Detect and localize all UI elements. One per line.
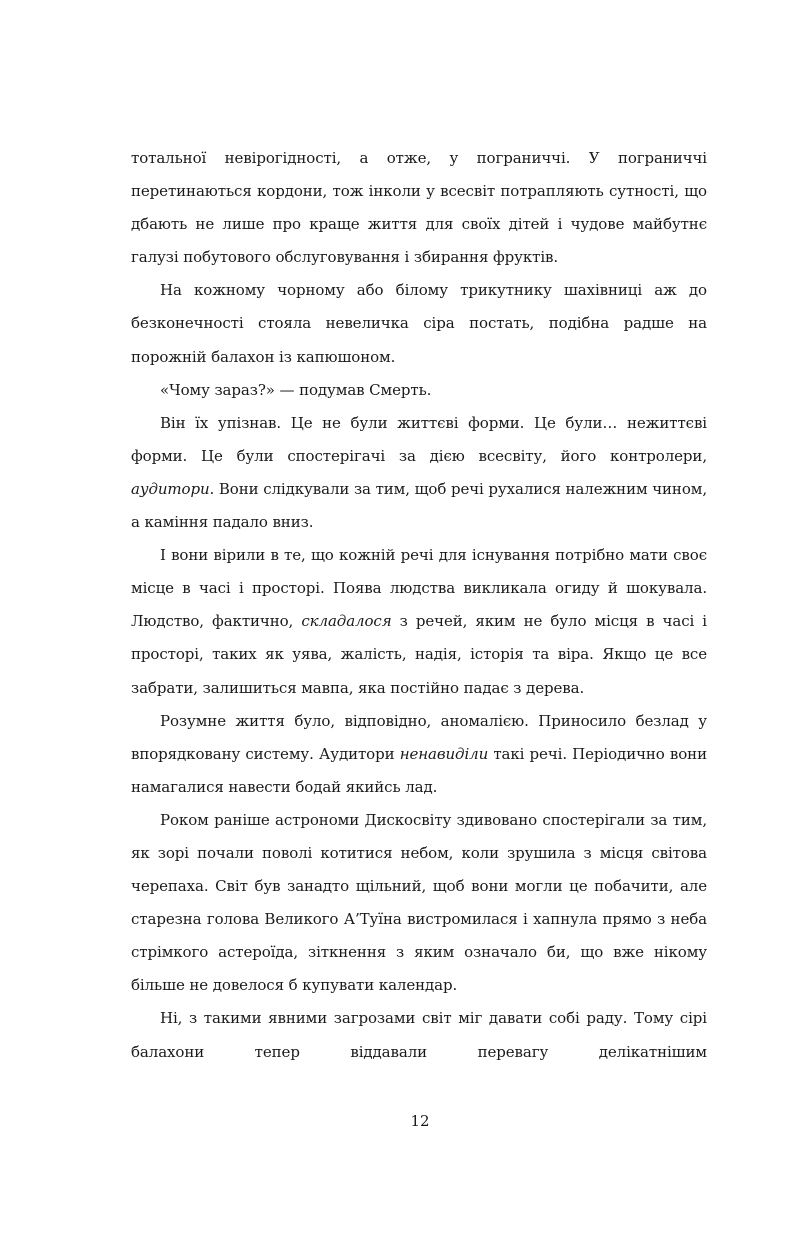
paragraph-6-text-b: такі речі. Періодично вони намагалися навести бодай якийсь лад.: [131, 744, 707, 796]
paragraph-1-text: тотальної невірогідності, а отже, у пограниччі. У пограниччі перетинаються кордони, тож інколи у всесвіт потрапляють сутності, що дбають не лише про краще життя для своїх дітей і чудове майбутнє галузі побутового обслуговування і збирання фруктів.: [131, 149, 707, 267]
paragraph-5: [131, 539, 707, 704]
paragraph-4-text-b: . Вони слідкували за тим, щоб речі рухалися належним чином, а каміння падало вниз.: [131, 479, 707, 532]
paragraph-3-text: «Чому зараз?» — подумав Смерть.: [160, 380, 432, 399]
paragraph-5-text-b: з речей, яким не було місця в часі і просторі, таких як уява, жалість, надія, історія та віра. Якщо це все забрати, залишиться мавпа, яка постійно падає з дерева.: [131, 612, 707, 697]
paragraph-2-text: На кожному чорному або білому трикутнику шахівниці аж до безконечності стояла невеличка сіра постать, подібна радше на порожній балахон із капюшоном.: [131, 281, 707, 366]
paragraph-5-text-a: І вони вірили в те, що кожній речі для існування потрібно мати своє місце в часі і просторі. Поява людства викликала огиду й шокувала. Людство, фактично,: [131, 546, 707, 631]
page-number: 12: [410, 1112, 430, 1130]
paragraph-4-italic: аудитори: [131, 479, 210, 498]
paragraph-6-italic: ненавиділи: [399, 744, 489, 763]
paragraph-7-text: Роком раніше астрономи Дискосвіту здивовано спостерігали за тим, як зорі почали поволі котитися небом, коли зрушила з місця світова черепаха. Світ був занадто щільний, щоб вони могли це побачити, але старезна голова Великого А’Туїна вистромилася і хапнула прямо з неба стрімкого астероїда, зіткнення з яким означало би, що вже нікому більше не довелося б купувати календар.: [131, 810, 707, 995]
paragraph-4: [131, 407, 707, 539]
paragraph-6-text-a: Розумне життя було, відповідно, аномалією. Приносило безлад у впорядковану систему. Аудитори: [131, 711, 707, 763]
paragraph-7: [131, 804, 707, 1003]
paragraph-5-italic: складалося: [301, 612, 392, 631]
paragraph-3: [131, 374, 707, 407]
paragraph-8: [131, 1002, 707, 1068]
paragraph-8-text: Ні, з такими явними загрозами світ міг давати собі раду. Тому сірі балахони тепер віддавали перевагу делікатнішим: [131, 1009, 707, 1061]
paragraph-2: [131, 274, 707, 373]
paragraph-6: [131, 705, 707, 804]
paragraph-1: [131, 142, 707, 274]
body-text: [131, 142, 707, 1069]
paragraph-4-text-a: Він їх упізнав. Це не були життєві форми. Це були… нежиттєві форми. Це були спостерігачі за дією всесвіту, його контролери,: [131, 413, 707, 465]
